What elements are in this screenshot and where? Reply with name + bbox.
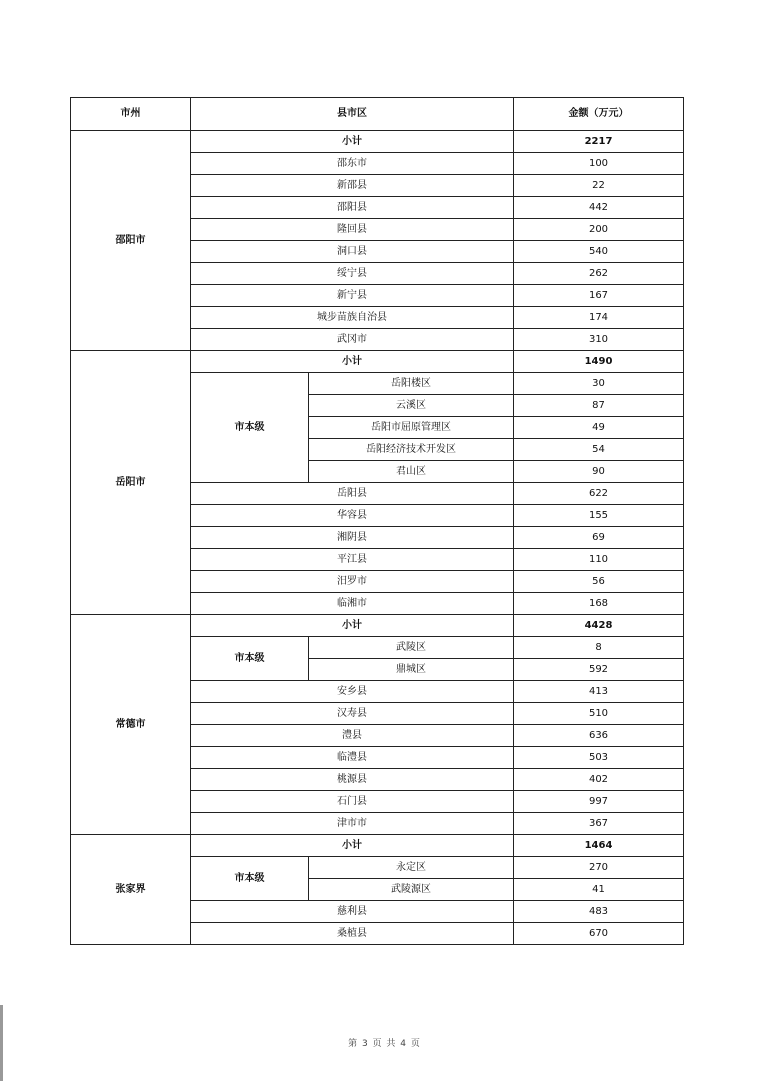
amount: 22 <box>514 175 684 197</box>
subtotal-value: 1464 <box>514 835 684 857</box>
table-row <box>71 615 684 637</box>
amount: 592 <box>514 659 684 681</box>
subtotal-label: 小计 <box>191 835 514 857</box>
header-row <box>71 98 684 131</box>
amount: 155 <box>514 505 684 527</box>
amount: 41 <box>514 879 684 901</box>
county-name: 岳阳县 <box>191 483 514 505</box>
county-name: 桃源县 <box>191 769 514 791</box>
amount: 413 <box>514 681 684 703</box>
amount: 87 <box>514 395 684 417</box>
county-name: 新宁县 <box>191 285 514 307</box>
table-row <box>71 835 684 857</box>
amount: 174 <box>514 307 684 329</box>
subtotal-value: 4428 <box>514 615 684 637</box>
subtotal-value: 2217 <box>514 131 684 153</box>
amount: 200 <box>514 219 684 241</box>
county-name: 汉寿县 <box>191 703 514 725</box>
county-name: 慈利县 <box>191 901 514 923</box>
amount: 510 <box>514 703 684 725</box>
city-name: 岳阳市 <box>71 351 191 615</box>
county-name: 临澧县 <box>191 747 514 769</box>
county-name: 澧县 <box>191 725 514 747</box>
county-name: 临湘市 <box>191 593 514 615</box>
county-name: 隆回县 <box>191 219 514 241</box>
amount: 670 <box>514 923 684 945</box>
county-name: 平江县 <box>191 549 514 571</box>
subtotal-label: 小计 <box>191 615 514 637</box>
amount: 90 <box>514 461 684 483</box>
amount: 997 <box>514 791 684 813</box>
amount: 442 <box>514 197 684 219</box>
district-name: 君山区 <box>309 461 514 483</box>
county-name: 邵东市 <box>191 153 514 175</box>
city-level-label: 市本级 <box>191 373 309 483</box>
header-county: 县市区 <box>191 98 514 131</box>
county-name: 津市市 <box>191 813 514 835</box>
amount: 402 <box>514 769 684 791</box>
amount: 310 <box>514 329 684 351</box>
district-name: 武陵源区 <box>309 879 514 901</box>
county-name: 城步苗族自治县 <box>191 307 514 329</box>
county-name: 邵阳县 <box>191 197 514 219</box>
amount: 262 <box>514 263 684 285</box>
county-name: 桑植县 <box>191 923 514 945</box>
district-name: 云溪区 <box>309 395 514 417</box>
county-name: 华容县 <box>191 505 514 527</box>
district-name: 鼎城区 <box>309 659 514 681</box>
amount: 69 <box>514 527 684 549</box>
subtotal-value: 1490 <box>514 351 684 373</box>
amount: 110 <box>514 549 684 571</box>
county-name: 汨罗市 <box>191 571 514 593</box>
header-amount: 金额（万元） <box>514 98 684 131</box>
county-name: 安乡县 <box>191 681 514 703</box>
city-name: 张家界 <box>71 835 191 945</box>
header-city: 市州 <box>71 98 191 131</box>
district-name: 岳阳市屈原管理区 <box>309 417 514 439</box>
subtotal-label: 小计 <box>191 351 514 373</box>
district-name: 武陵区 <box>309 637 514 659</box>
amount: 483 <box>514 901 684 923</box>
county-name: 武冈市 <box>191 329 514 351</box>
amount: 56 <box>514 571 684 593</box>
district-name: 岳阳经济技术开发区 <box>309 439 514 461</box>
city-name: 邵阳市 <box>71 131 191 351</box>
amount: 8 <box>514 637 684 659</box>
amount: 100 <box>514 153 684 175</box>
amount: 167 <box>514 285 684 307</box>
county-name: 石门县 <box>191 791 514 813</box>
amount: 540 <box>514 241 684 263</box>
amount: 622 <box>514 483 684 505</box>
amount: 54 <box>514 439 684 461</box>
amount: 636 <box>514 725 684 747</box>
city-name: 常德市 <box>71 615 191 835</box>
county-name: 洞口县 <box>191 241 514 263</box>
amount: 367 <box>514 813 684 835</box>
page-number: 第 3 页 共 4 页 <box>348 1039 421 1049</box>
scan-edge-mark <box>0 1005 3 1081</box>
county-name: 新邵县 <box>191 175 514 197</box>
amount: 270 <box>514 857 684 879</box>
amount: 30 <box>514 373 684 395</box>
amount: 503 <box>514 747 684 769</box>
district-name: 永定区 <box>309 857 514 879</box>
amount: 49 <box>514 417 684 439</box>
city-level-label: 市本级 <box>191 637 309 681</box>
table-row <box>71 131 684 153</box>
funding-table <box>70 97 684 945</box>
county-name: 湘阴县 <box>191 527 514 549</box>
amount: 168 <box>514 593 684 615</box>
city-level-label: 市本级 <box>191 857 309 901</box>
table-row <box>71 351 684 373</box>
subtotal-label: 小计 <box>191 131 514 153</box>
county-name: 绥宁县 <box>191 263 514 285</box>
district-name: 岳阳楼区 <box>309 373 514 395</box>
